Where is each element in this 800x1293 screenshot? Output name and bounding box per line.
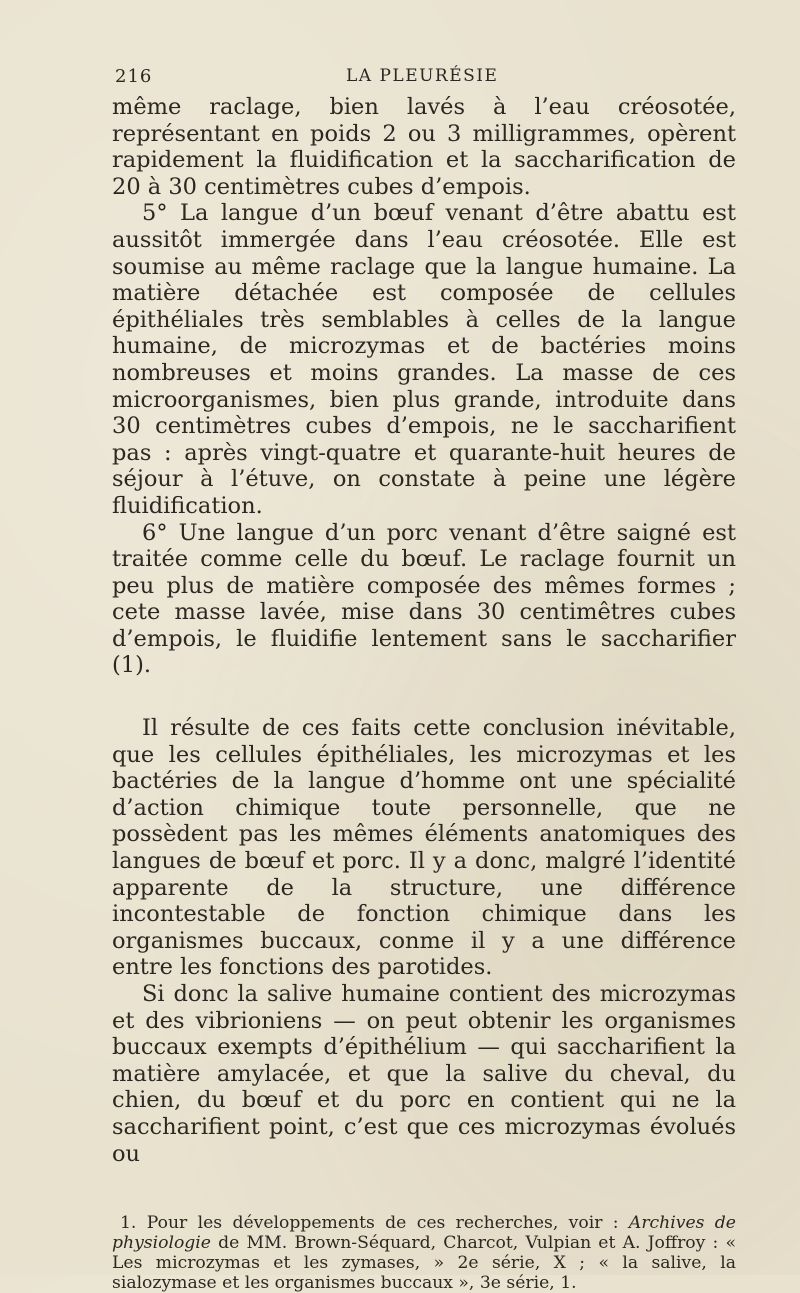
paragraph-4: Il résulte de ces faits cette conclusion inévitable, que les cellules épithéliales, les microzymas et les bactéries de la langue d’homme ont une spécialité d’action chimique toute personnelle, que ne possèdent pas les mêmes éléments anatomiques des langues de bœuf et porc. Il y a donc, malgré l’identité apparente de la structure, une différence incontestable de fonction chimique dans les organismes buccaux, conme il y a une différence entre les fonctions des parotides.: [112, 715, 736, 981]
footnote-text-end: de MM. Brown-Séquard, Charcot, Vulpian et A. Joffroy : « Les microzymas et les zymases, » 2e série, X ; « la salive, la sialozymase et les organismes buccaux », 3e série, 1.: [112, 1233, 736, 1293]
book-page: [112, 64, 736, 1293]
paragraph-3: 6° Une langue d’un porc venant d’être saigné est traitée comme celle du bœuf. Le raclage fournit un peu plus de matière composée des mêmes formes ; cete masse lavée, mise dans 30 centimêtres cubes d’empois, le fluidifie lentement sans le saccharifier (1).: [112, 519, 736, 679]
paragraph-gap: [112, 679, 736, 715]
page-header: [112, 64, 736, 94]
footnote: [112, 1213, 736, 1293]
running-title: LA PLEURÉSIE: [346, 66, 499, 86]
page-number: 216: [115, 66, 153, 87]
paragraph-5: Si donc la salive humaine contient des microzymas et des vibrioniens — on peut obtenir les organismes buccaux exempts d’épithélium — qui saccharifient la matière amylacée, et que la salive du cheval, du chien, du bœuf et du porc en contient qui ne la saccharifient point, c’est que ces microzymas évolués ou: [112, 981, 736, 1167]
paragraph-1: même raclage, bien lavés à l’eau créosotée, représentant en poids 2 ou 3 milligrammes, opèrent rapidement la fluidification et la saccharification de 20 à 30 centimètres cubes d’empois.: [112, 94, 736, 200]
footnote-italic-title: Archives de physiologie: [112, 1213, 736, 1254]
footnote-text-start: 1. Pour les développements de ces recherches, voir :: [120, 1213, 629, 1234]
paragraph-2: 5° La langue d’un bœuf venant d’être abattu est aussitôt immergée dans l’eau créosotée. Elle est soumise au même raclage que la langue humaine. La matière détachée est composée de cellules épithéliales très semblables à celles de la langue humaine, de microzymas et de bactéries moins nombreuses et moins grandes. La masse de ces microorganismes, bien plus grande, introduite dans 30 centimètres cubes d’empois, ne le saccharifient pas : après vingt-quatre et quarante-huit heures de séjour à l’étuve, on constate à peine une légère fluidification.: [112, 200, 736, 519]
body-text: [112, 94, 736, 1167]
